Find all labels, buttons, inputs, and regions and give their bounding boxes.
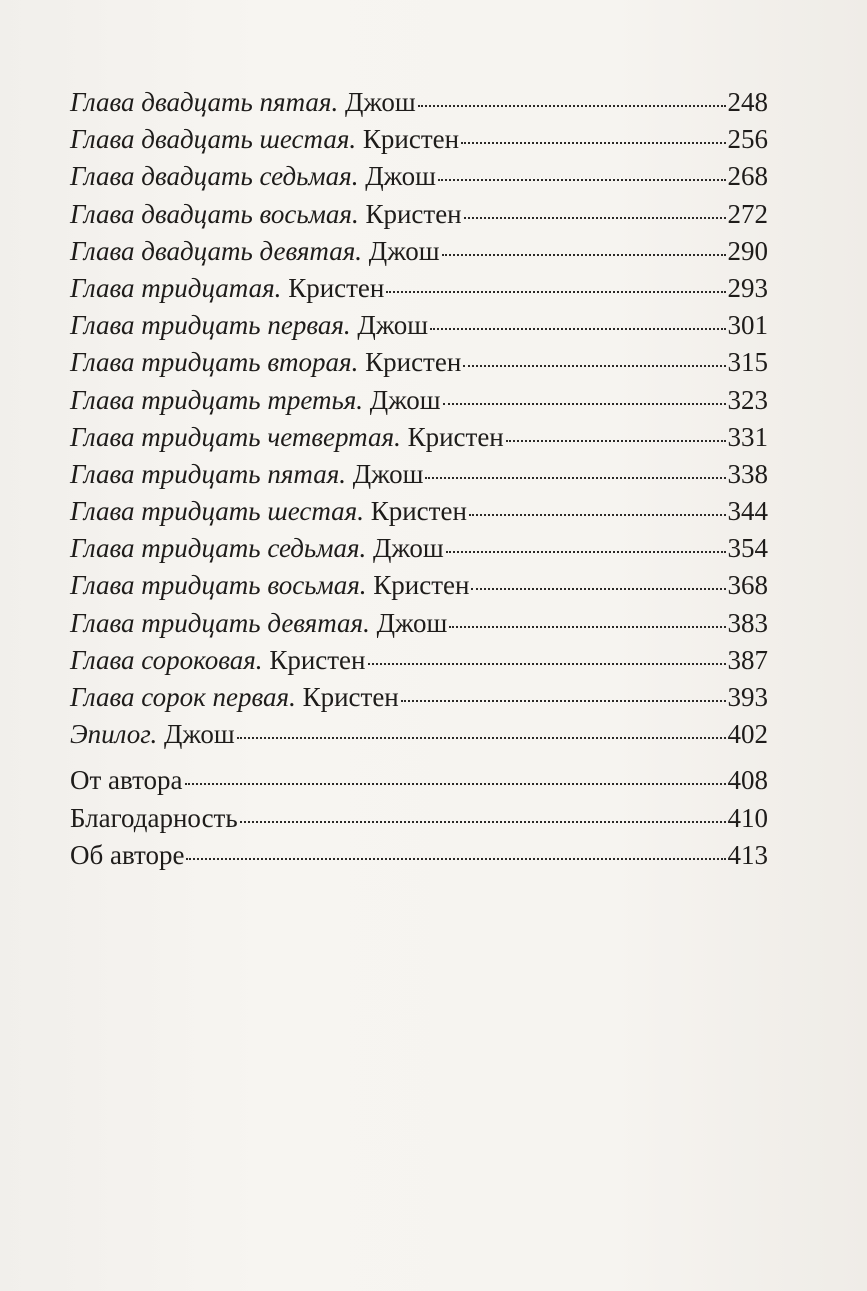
- dot-leader: [464, 217, 726, 219]
- chapter-narrator: Кристен: [302, 682, 399, 712]
- chapter-narrator: Кристен: [269, 644, 366, 675]
- chapter-narrator: Кристен: [365, 198, 462, 229]
- toc-entry: [70, 382, 768, 419]
- dot-leader: [449, 626, 725, 628]
- chapter-narrator: Джош: [352, 458, 424, 489]
- toc-entry: [70, 270, 768, 307]
- chapter-narrator: Джош: [369, 384, 441, 415]
- chapter-narrator: Кристен: [288, 272, 385, 303]
- dot-leader: [185, 783, 726, 785]
- chapter-narrator: Джош: [368, 235, 440, 266]
- page-number: 272: [727, 198, 768, 229]
- toc-entry: [70, 567, 768, 604]
- toc-entry: [70, 679, 768, 716]
- dot-leader: [443, 403, 726, 405]
- page-number: 301: [727, 310, 768, 341]
- chapter-narrator: Джош: [365, 161, 436, 192]
- toc-entry: [70, 456, 768, 493]
- chapter-narrator: Кристен: [373, 570, 470, 601]
- toc-back-matter-entry: [70, 837, 768, 874]
- page-number: 344: [727, 496, 768, 527]
- dot-leader: [442, 254, 726, 256]
- page-number: 402: [727, 719, 768, 750]
- page-number: 383: [727, 607, 768, 638]
- chapter-title: Глава тридцать четвертая.: [70, 421, 401, 452]
- chapter-title: Глава тридцать вторая.: [70, 347, 359, 378]
- toc-entry: [70, 716, 768, 753]
- chapter-narrator: Джош: [373, 533, 444, 564]
- chapter-title: Глава двадцать восьмая.: [70, 198, 359, 229]
- chapter-title: Глава тридцать третья.: [70, 384, 364, 415]
- page-number: 315: [727, 347, 768, 378]
- chapter-title: Глава двадцать седьмая.: [70, 161, 359, 192]
- table-of-contents: [70, 84, 768, 874]
- toc-entry: [70, 233, 768, 270]
- page-number: 323: [727, 384, 768, 415]
- dot-leader: [425, 477, 725, 479]
- toc-entry: [70, 605, 768, 642]
- page-number: 408: [727, 765, 768, 796]
- chapter-narrator: Кристен: [407, 421, 504, 452]
- dot-leader: [471, 588, 725, 590]
- back-matter-title: Об авторе: [70, 839, 185, 870]
- chapter-title: Глава сорок первая.: [70, 682, 296, 712]
- chapter-title: Глава тридцать пятая.: [70, 458, 347, 489]
- page-number: 331: [727, 421, 768, 452]
- dot-leader: [469, 514, 726, 516]
- toc-entry: [70, 121, 768, 158]
- dot-leader: [446, 551, 726, 553]
- chapter-title: Глава двадцать девятая.: [70, 235, 363, 266]
- page-number: 338: [727, 458, 768, 489]
- page-number: 393: [727, 682, 768, 712]
- toc-back-matter-entry: [70, 762, 768, 799]
- chapter-title: Глава тридцать девятая.: [70, 607, 370, 638]
- toc-entry: [70, 307, 768, 344]
- chapter-title: Глава тридцать первая.: [70, 310, 351, 341]
- page-number: 413: [727, 839, 768, 870]
- chapter-title: Глава тридцатая.: [70, 272, 282, 303]
- chapter-narrator: Джош: [357, 310, 429, 341]
- chapter-title: Глава тридцать шестая.: [70, 496, 364, 527]
- chapter-title: Глава двадцать пятая.: [70, 87, 339, 117]
- dot-leader: [418, 105, 726, 107]
- chapter-title: Глава сороковая.: [70, 644, 263, 675]
- chapter-narrator: Кристен: [365, 347, 462, 378]
- back-matter-title: Благодарность: [70, 802, 238, 833]
- chapter-title: Эпилог.: [70, 719, 158, 750]
- chapter-title: Глава двадцать шестая.: [70, 124, 357, 155]
- page-number: 248: [727, 87, 768, 117]
- chapter-narrator: Кристен: [370, 496, 467, 527]
- toc-entry: [70, 419, 768, 456]
- page-number: 410: [727, 802, 768, 833]
- dot-leader: [237, 737, 726, 739]
- dot-leader: [461, 142, 725, 144]
- dot-leader: [430, 328, 725, 330]
- toc-entry: [70, 84, 768, 121]
- dot-leader: [368, 663, 726, 665]
- dot-leader: [401, 700, 726, 702]
- page-number: 354: [727, 533, 768, 564]
- chapter-title: Глава тридцать восьмая.: [70, 570, 367, 601]
- chapter-narrator: Кристен: [362, 124, 460, 155]
- dot-leader: [240, 821, 726, 823]
- toc-entry: [70, 642, 768, 679]
- toc-entry: [70, 158, 768, 195]
- page-number: 290: [727, 235, 768, 266]
- page-number: 256: [727, 124, 768, 155]
- toc-entry: [70, 493, 768, 530]
- dot-leader: [386, 291, 725, 293]
- page-number: 268: [727, 161, 768, 192]
- toc-entry: [70, 530, 768, 567]
- page-number: 387: [727, 644, 768, 675]
- chapter-narrator: Джош: [344, 87, 416, 117]
- dot-leader: [506, 440, 726, 442]
- back-matter-title: От автора: [70, 765, 183, 796]
- dot-leader: [463, 365, 725, 367]
- page-number: 368: [727, 570, 768, 601]
- toc-entry: [70, 196, 768, 233]
- chapter-narrator: Джош: [163, 719, 235, 750]
- dot-leader: [438, 179, 726, 181]
- chapter-title: Глава тридцать седьмая.: [70, 533, 367, 564]
- toc-entry: [70, 344, 768, 381]
- dot-leader: [186, 858, 725, 860]
- page-number: 293: [727, 272, 768, 303]
- toc-back-matter-entry: [70, 800, 768, 837]
- chapter-narrator: Джош: [376, 607, 448, 638]
